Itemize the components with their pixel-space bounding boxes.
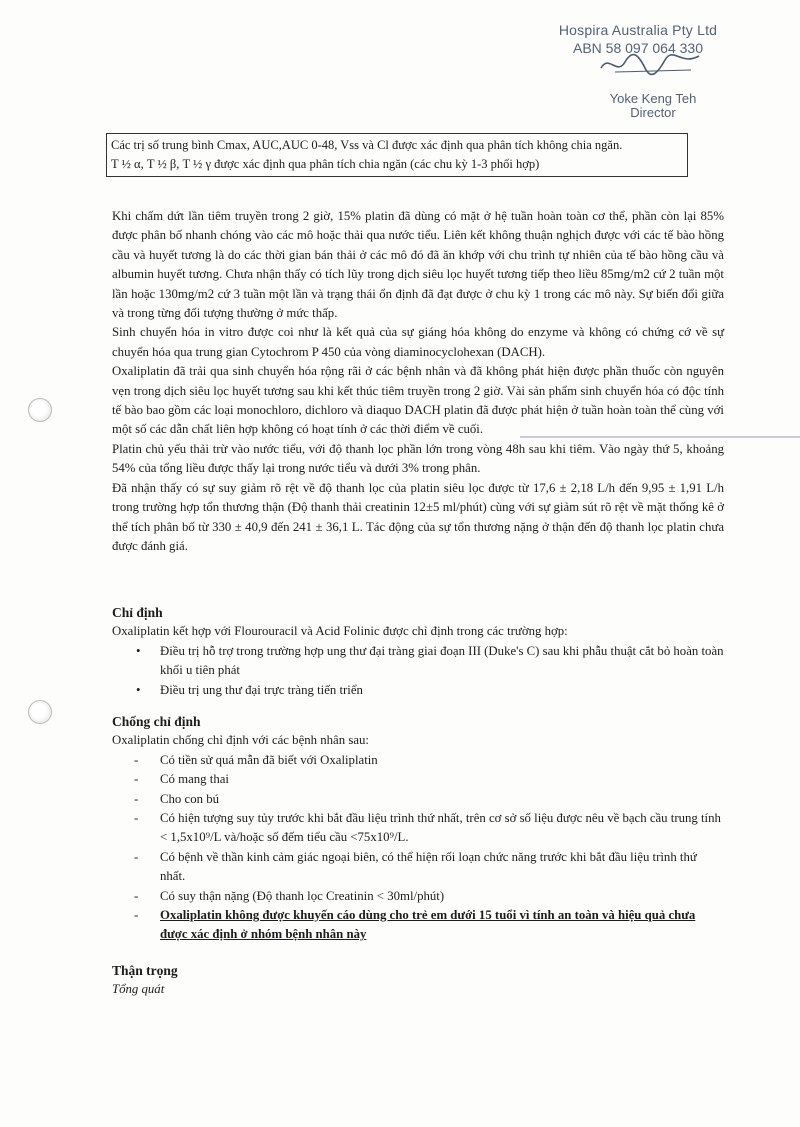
list-item: - Cho con bú bbox=[112, 790, 724, 809]
precautions-heading: Thận trọng bbox=[112, 963, 178, 978]
stamp-abn: ABN 58 097 064 330 bbox=[573, 40, 703, 56]
list-item: - Có mang thai bbox=[112, 770, 724, 789]
indications-section bbox=[112, 603, 724, 700]
paragraph: Đã nhận thấy có sự suy giảm rõ rệt về độ thanh lọc của platin siêu lọc được từ 17,6 ± 2,18 L/h đến 9,95 ± 1,91 L/h trong trường hợp tổn thương thận (Độ thanh thải creatinin 12±5 ml/phút) cùng với sự giảm sút rõ rệt về mặt thống kê ở thể tích phân bố từ 330 ± 40,9 đến 241 ± 36,1 L. Tác động của sự tổn thương nặng ở thận đến độ thanh lọc platin chưa được đánh giá. bbox=[112, 480, 724, 553]
list-item: - Có tiền sử quá mẫn đã biết với Oxaliplatin bbox=[112, 751, 724, 770]
signatory-name: Yoke Keng Teh bbox=[609, 91, 697, 106]
punch-hole-bottom bbox=[28, 700, 52, 724]
list-item: - Có hiện tượng suy tủy trước khi bắt đầu liệu trình thứ nhất, trên cơ sở số liệu được nêu về bạch cầu trung tính < 1,5x10⁹/L và/hoặc số đếm tiểu cầu <75x10⁹/L. bbox=[112, 809, 724, 848]
precautions-subheading: Tổng quát bbox=[112, 982, 165, 997]
signatory-title: Director bbox=[630, 105, 676, 120]
pharmacokinetics-text bbox=[112, 207, 724, 556]
contraindications-list bbox=[112, 751, 724, 945]
signature-image bbox=[595, 48, 705, 80]
stamp-company: Hospira Australia Pty Ltd bbox=[558, 22, 718, 38]
paragraph: Platin chủ yếu thải trừ vào nước tiểu, với độ thanh lọc phần lớn trong vòng 48h sau khi tiêm. Vào ngày thứ 5, khoảng 54% của tổng liều được thấy lại trong nước tiểu và dưới 3% trong phân. bbox=[112, 441, 724, 476]
boxed-note bbox=[106, 133, 688, 177]
paragraph: Oxaliplatin đã trải qua sinh chuyển hóa rộng rãi ở các bệnh nhân và đã không phát hiện được phần thuốc còn nguyên vẹn trong dịch siêu lọc huyết tương sau khi kết thúc tiêm truyền trong 2 giờ. Vài sản phẩm sinh chuyển hóa có độc tính tế bào bao gồm các loại monochloro, dichloro và diaquo DACH platin đã được phát hiện ở tuần hoàn toàn thể cùng với một số các dẫn chất liên hợp không có hoạt tính ở các thời điểm về cuối. bbox=[112, 364, 724, 437]
paragraph: Khi chấm dứt lần tiêm truyền trong 2 giờ, 15% platin đã dùng có mặt ở hệ tuần hoàn toàn cơ thể, phần còn lại 85% được phân bố nhanh chóng vào các mô hoặc thải qua nước tiểu. Liên kết không thuận nghịch được với các tế bào hồng cầu và huyết tương là do các thời gian bán thải ở các mô đó đã ăn khớp với chu trình tự nhiên của tế bào hồng cầu và albumin huyết tương. Chưa nhận thấy có tích lũy trong dịch siêu lọc huyết tương tiếp theo liều 85mg/m2 cứ 2 tuần một lần hoặc 130mg/m2 cứ 3 tuần một lần và trạng thái ổn định đã đạt được ở chu kỳ 1 trong các mô này. Sự biến đổi giữa và trong từng đối tượng thường ở mức thấp. bbox=[112, 209, 724, 321]
contraindications-heading: Chống chỉ định bbox=[112, 714, 201, 729]
contraindications-section bbox=[112, 712, 724, 945]
paragraph: Sinh chuyển hóa in vitro được coi như là kết quả của sự giáng hóa không do enzyme và không có chứng cớ về sự chuyển hóa qua trung gian Cytochrom P 450 của vòng diaminocyclohexan (DACH). bbox=[112, 325, 724, 359]
signatory-block bbox=[578, 92, 728, 120]
list-item: - Có suy thận nặng (Độ thanh lọc Creatinin < 30ml/phút) bbox=[112, 887, 724, 906]
list-item: - Có bệnh về thần kinh cảm giác ngoại biên, có thể hiện rối loạn chức năng trước khi bắt đầu liệu trình thứ nhất. bbox=[112, 848, 724, 887]
precautions-section bbox=[112, 961, 724, 1000]
indications-heading: Chỉ định bbox=[112, 605, 163, 620]
punch-hole-top bbox=[28, 398, 52, 422]
emphasized-text: Oxaliplatin không được khuyến cáo dùng cho trẻ em dưới 15 tuổi vì tính an toàn và hiệu quả chưa được xác định ở nhóm bệnh nhân này bbox=[160, 908, 696, 942]
boxed-note-line-1: Các trị số trung bình Cmax, AUC,AUC 0-48, Vss và Cl được xác định qua phân tích không chia ngăn. bbox=[111, 138, 623, 152]
indications-list bbox=[112, 642, 724, 700]
contraindications-intro: Oxaliplatin chống chỉ định với các bệnh nhân sau: bbox=[112, 733, 369, 748]
list-item-emphasized bbox=[112, 906, 724, 945]
boxed-note-line-2: T ½ α, T ½ β, T ½ γ được xác định qua phân tích chia ngăn (các chu kỳ 1-3 phối hợp) bbox=[111, 157, 540, 171]
list-item: • Điều trị ung thư đại trực tràng tiến triển bbox=[112, 681, 724, 700]
indications-intro: Oxaliplatin kết hợp với Flourouracil và Acid Folinic được chỉ định trong các trường hợp: bbox=[112, 624, 568, 639]
list-item: • Điều trị hỗ trợ trong trường hợp ung thư đại tràng giai đoạn III (Duke's C) sau khi phẫu thuật cắt bỏ hoàn toàn khối u tiên phát bbox=[112, 642, 724, 681]
